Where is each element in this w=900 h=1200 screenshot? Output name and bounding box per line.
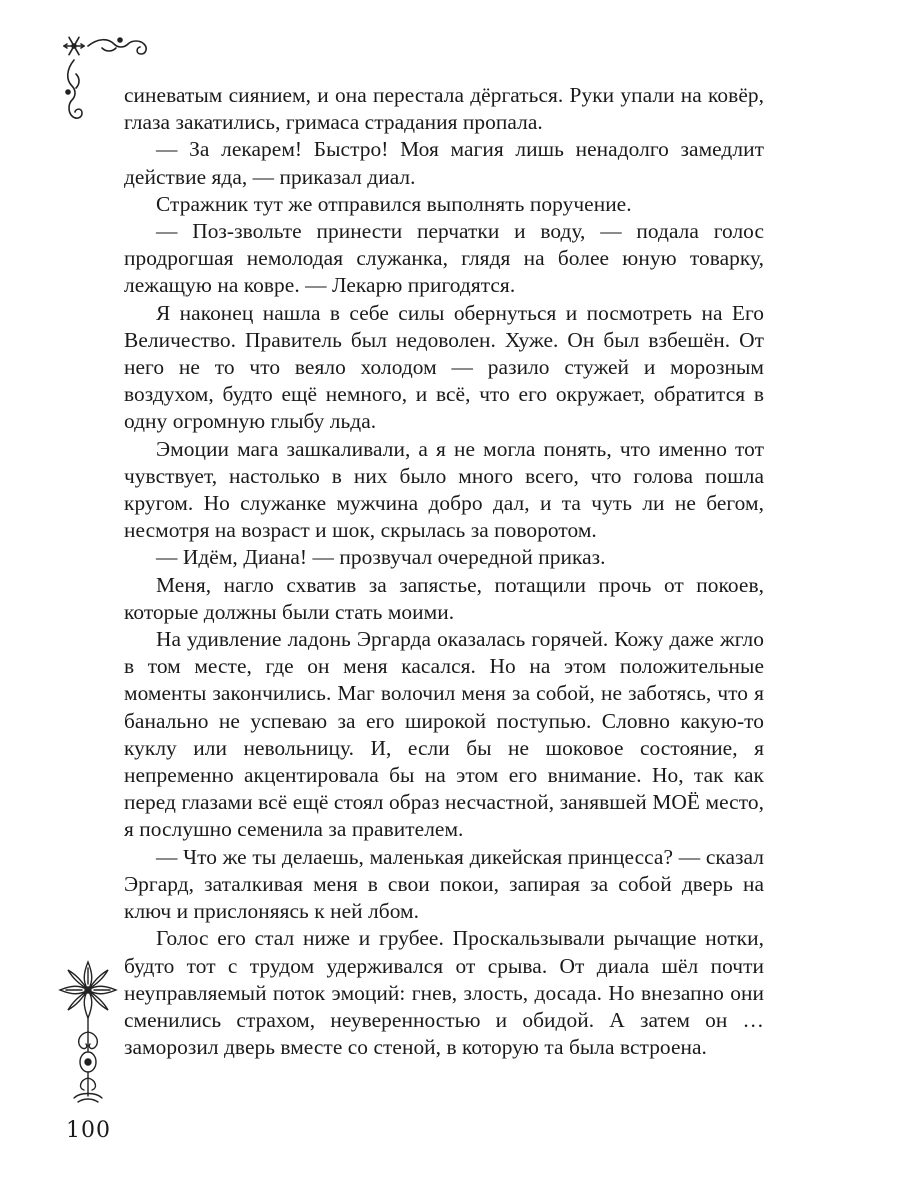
paragraph: Меня, нагло схватив за запястье, потащили прочь от покоев, которые должны были стать моими. bbox=[124, 572, 764, 624]
paragraph: — Что же ты делаешь, маленькая дикейская принцесса? — сказал Эргард, заталкивая меня в свои покои, запирая за собой дверь на ключ и прислоняясь к ней лбом. bbox=[124, 844, 764, 924]
paragraph: Стражник тут же отправился выполнять поручение. bbox=[156, 191, 632, 216]
paragraph: — Идём, Диана! — прозвучал очередной приказ. bbox=[156, 545, 606, 570]
paragraph: Голос его стал ниже и грубее. Проскальзывали рычащие нотки, будто тот с трудом удерживался от срыва. От диала шёл почти неуправляемый поток эмоций: гнев, злость, досада. Но внезапно они сменились страхом, неуверенностью и обидой. А затем он … заморозил дверь вместе со стеной, в которую та была встроена. bbox=[124, 926, 764, 1060]
paragraph: Эмоции мага зашкаливали, а я не могла понять, что именно тот чувствует, настолько в них было много всего, что голова пошла кругом. Но служанке мужчина добро дал, и та чуть ли не бегом, несмотря на возраст и шок, скрылась за поворотом. bbox=[124, 436, 764, 543]
page-number: 100 bbox=[66, 1118, 111, 1143]
page-text bbox=[124, 82, 764, 1061]
paragraph: синеватым сиянием, и она перестала дёргаться. Руки упали на ковёр, глаза закатились, гримаса страдания пропала. bbox=[124, 83, 764, 135]
paragraph: Я наконец нашла в себе силы обернуться и посмотреть на Его Величество. Правитель был недоволен. Хуже. Он был взбешён. От него не то что веяло холодом — разило стужей и морозным воздухом, будто ещё немного, и всё, что его окружает, обратится в одну огромную глыбу льда. bbox=[124, 300, 764, 434]
snowflake-side-ornament-icon bbox=[52, 958, 124, 1108]
paragraph: — За лекарем! Быстро! Моя магия лишь ненадолго замедлит действие яда, — приказал диал. bbox=[124, 137, 764, 189]
paragraph: На удивление ладонь Эргарда оказалась горячей. Кожу даже жгло в том месте, где он меня касался. Но на этом положительные моменты закончились. Маг волочил меня за собой, не заботясь, что я банально не успеваю за его широкой поступью. Словно какую-то куклу или невольницу. И, если бы не шоковое состояние, я непременно акцентировала бы на этом его внимание. Но, так как перед глазами всё ещё стоял образ несчастной, занявшей МОЁ место, я послушно семенила за правителем. bbox=[124, 627, 764, 842]
paragraph: — Поз-звольте принести перчатки и воду, — подала голос продрогшая немолодая служанка, глядя на более юную товарку, лежащую на ковре. — Лекарю пригодятся. bbox=[124, 219, 764, 298]
